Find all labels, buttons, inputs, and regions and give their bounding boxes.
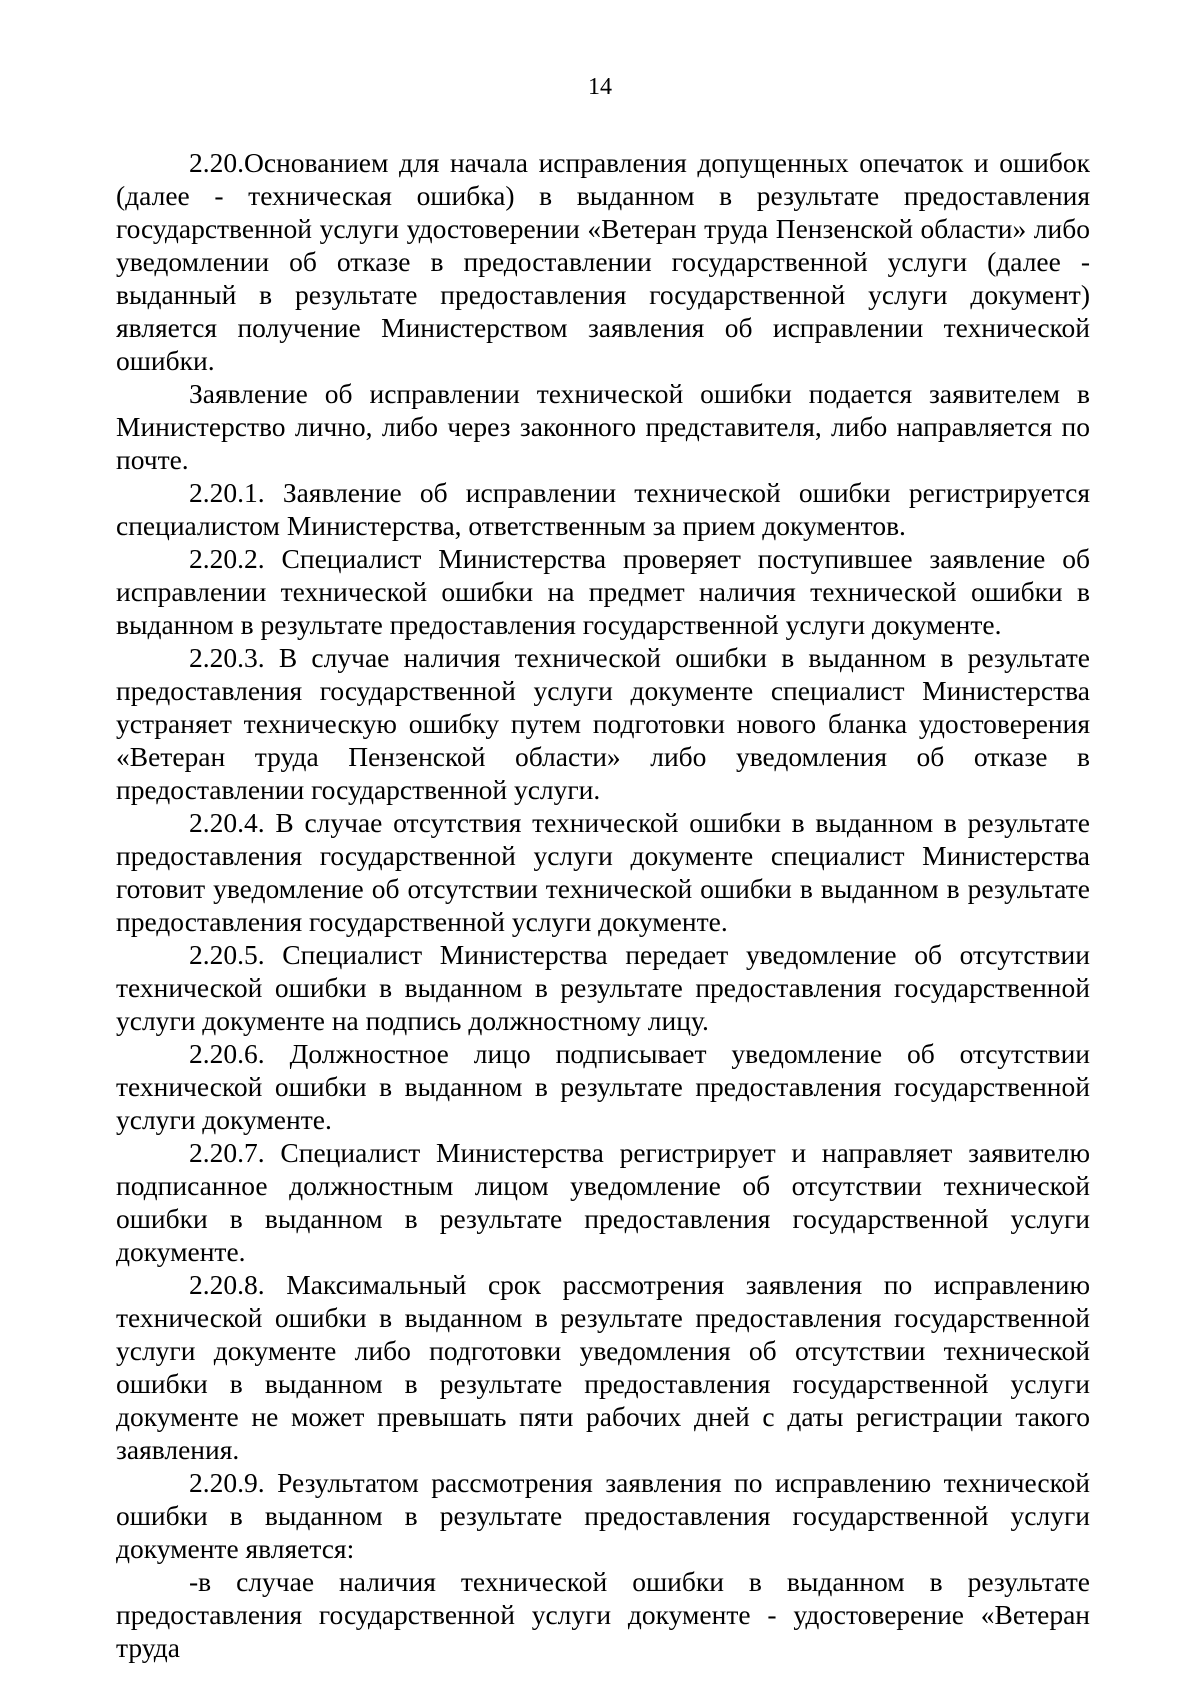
paragraph-2-20: 2.20.Основанием для начала исправления допущенных опечаток и ошибок (далее - техническая ошибка) в выданном в результате предоставления государственной услуги удостоверении «Ветеран труда Пензенской области» либо уведомлении об отказе в предоставлении государственной услуги (далее - выданный в результате предоставления государственной услуги документ) является получение Министерством заявления об исправлении технической ошибки. [116, 147, 1090, 376]
page-number: 14 [588, 74, 612, 100]
document-body [116, 146, 1090, 1664]
paragraph-2-20-8: 2.20.8. Максимальный срок рассмотрения заявления по исправлению технической ошибки в выданном в результате предоставления государственной услуги документе либо подготовки уведомления об отсутствии технической ошибки в выданном в результате предоставления государственной услуги документе не может превышать пяти рабочих дней с даты регистрации такого заявления. [116, 1269, 1090, 1465]
paragraph-2-20-9: 2.20.9. Результатом рассмотрения заявления по исправлению технической ошибки в выданном в результате предоставления государственной услуги документе является: [116, 1467, 1090, 1564]
paragraph-2-20-3: 2.20.3. В случае наличия технической ошибки в выданном в результате предоставления государственной услуги документе специалист Министерства устраняет техническую ошибку путем подготовки нового бланка удостоверения «Ветеран труда Пензенской области» либо уведомления об отказе в предоставлении государственной услуги. [116, 642, 1090, 805]
paragraph-2-20-4: 2.20.4. В случае отсутствия технической ошибки в выданном в результате предоставления государственной услуги документе специалист Министерства готовит уведомление об отсутствии технической ошибки в выданном в результате предоставления государственной услуги документе. [116, 807, 1090, 937]
paragraph-2-20-6: 2.20.6. Должностное лицо подписывает уведомление об отсутствии технической ошибки в выданном в результате предоставления государственной услуги документе. [116, 1038, 1090, 1135]
paragraph-2-20-2: 2.20.2. Специалист Министерства проверяет поступившее заявление об исправлении технической ошибки на предмет наличия технической ошибки в выданном в результате предоставления государственной услуги документе. [116, 543, 1090, 640]
paragraph-2-20-7: 2.20.7. Специалист Министерства регистрирует и направляет заявителю подписанное должностным лицом уведомление об отсутствии технической ошибки в выданном в результате предоставления государственной услуги документе. [116, 1137, 1090, 1267]
paragraph-application-submission: Заявление об исправлении технической ошибки подается заявителем в Министерство лично, либо через законного представителя, либо направляется по почте. [116, 378, 1090, 475]
paragraph-result-list-item: -в случае наличия технической ошибки в выданном в результате предоставления государственной услуги документе - удостоверение «Ветеран труда [116, 1566, 1090, 1663]
paragraph-2-20-5: 2.20.5. Специалист Министерства передает уведомление об отсутствии технической ошибки в выданном в результате предоставления государственной услуги документе на подпись должностному лицу. [116, 939, 1090, 1036]
paragraph-2-20-1: 2.20.1. Заявление об исправлении технической ошибки регистрируется специалистом Министерства, ответственным за прием документов. [116, 477, 1090, 541]
